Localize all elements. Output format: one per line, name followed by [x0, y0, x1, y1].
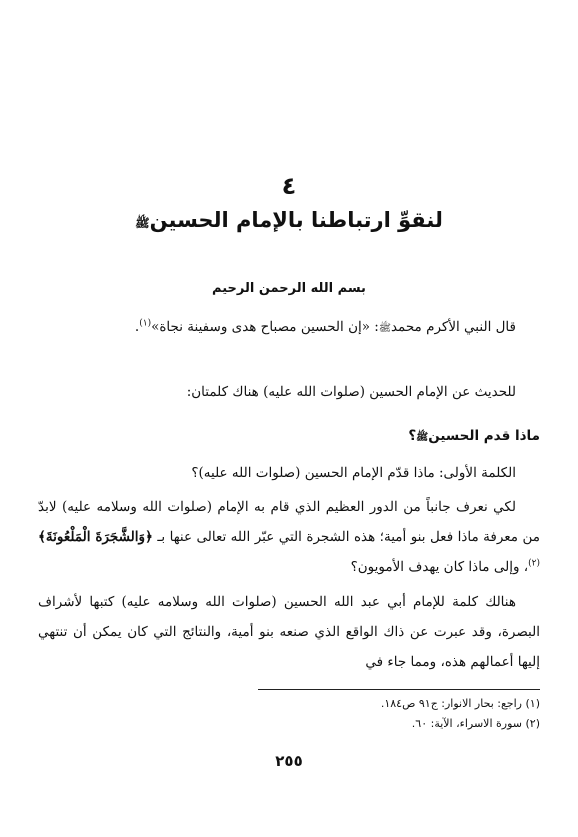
page-number: ٢٥٥	[275, 752, 303, 770]
chapter-title	[40, 205, 538, 238]
section-heading-honorific: ﷺ	[416, 432, 429, 443]
section-heading-text: ماذا قدم الحسين	[428, 428, 540, 444]
paragraph-4	[38, 492, 540, 582]
p1-honorific: ﷺ	[378, 323, 391, 334]
footnote-ref-1[interactable]: (١)	[139, 318, 152, 329]
footnote-2: (٢) سورة الاسراء، الآية: ٦٠.	[411, 717, 540, 730]
footnote-1: (١) راجع: بحار الانوار: ج٩١ ص١٨٤.	[380, 697, 540, 710]
p1-after: : «إن الحسين مصباح هدى وسفينة نجاة»	[151, 319, 379, 335]
p4-after: ، وإلى ماذا كان يهدف الأمويون؟	[350, 559, 529, 575]
footnote-divider	[258, 689, 540, 690]
paragraph-3: الكلمة الأولى: ماذا قدّم الإمام الحسين (صلوات الله عليه)؟	[191, 465, 516, 481]
p1-before: قال النبي الأكرم محمد	[390, 319, 516, 335]
footnote-ref-2[interactable]: (٢)	[528, 558, 540, 569]
p1-end: .	[134, 319, 140, 335]
paragraph-2: للحديث عن الإمام الحسين (صلوات الله عليه) هناك كلمتان:	[186, 384, 516, 400]
section-heading-mark: ؟	[408, 428, 417, 444]
paragraph-5: هنالك كلمة للإمام أبي عبد الله الحسين (صلوات الله وسلامه عليه) كتبها لأشراف البصرة، وقد عبرت عن ذاك الواقع الذي صنعه بنو أمية، والنتائج التي كان يمكن أن تنتهي إليها أعمالهم هذه، ومما جاء في	[38, 594, 540, 670]
basmala: بسم الله الرحمن الرحيم	[212, 281, 366, 296]
chapter-number: ٤	[281, 172, 297, 200]
section-heading	[38, 428, 540, 445]
paragraph-1	[38, 312, 540, 344]
chapter-title-text: لنقوِّ ارتباطنا بالإمام الحسين	[149, 208, 443, 232]
p4-before: لكي نعرف جانباً من الدور العظيم الذي قام به الإمام (صلوات الله وسلامه عليه) لابدّ من معرفة ماذا فعل بنو أمية؛ هذه الشجرة التي عبّر الله تعالى عنها بـ	[38, 499, 540, 545]
honorific-mark: ﷺ	[135, 216, 150, 230]
quran-quote: ﴿وَالشَّجَرَةَ الْمَلْعُونَةَ﴾	[38, 529, 153, 545]
